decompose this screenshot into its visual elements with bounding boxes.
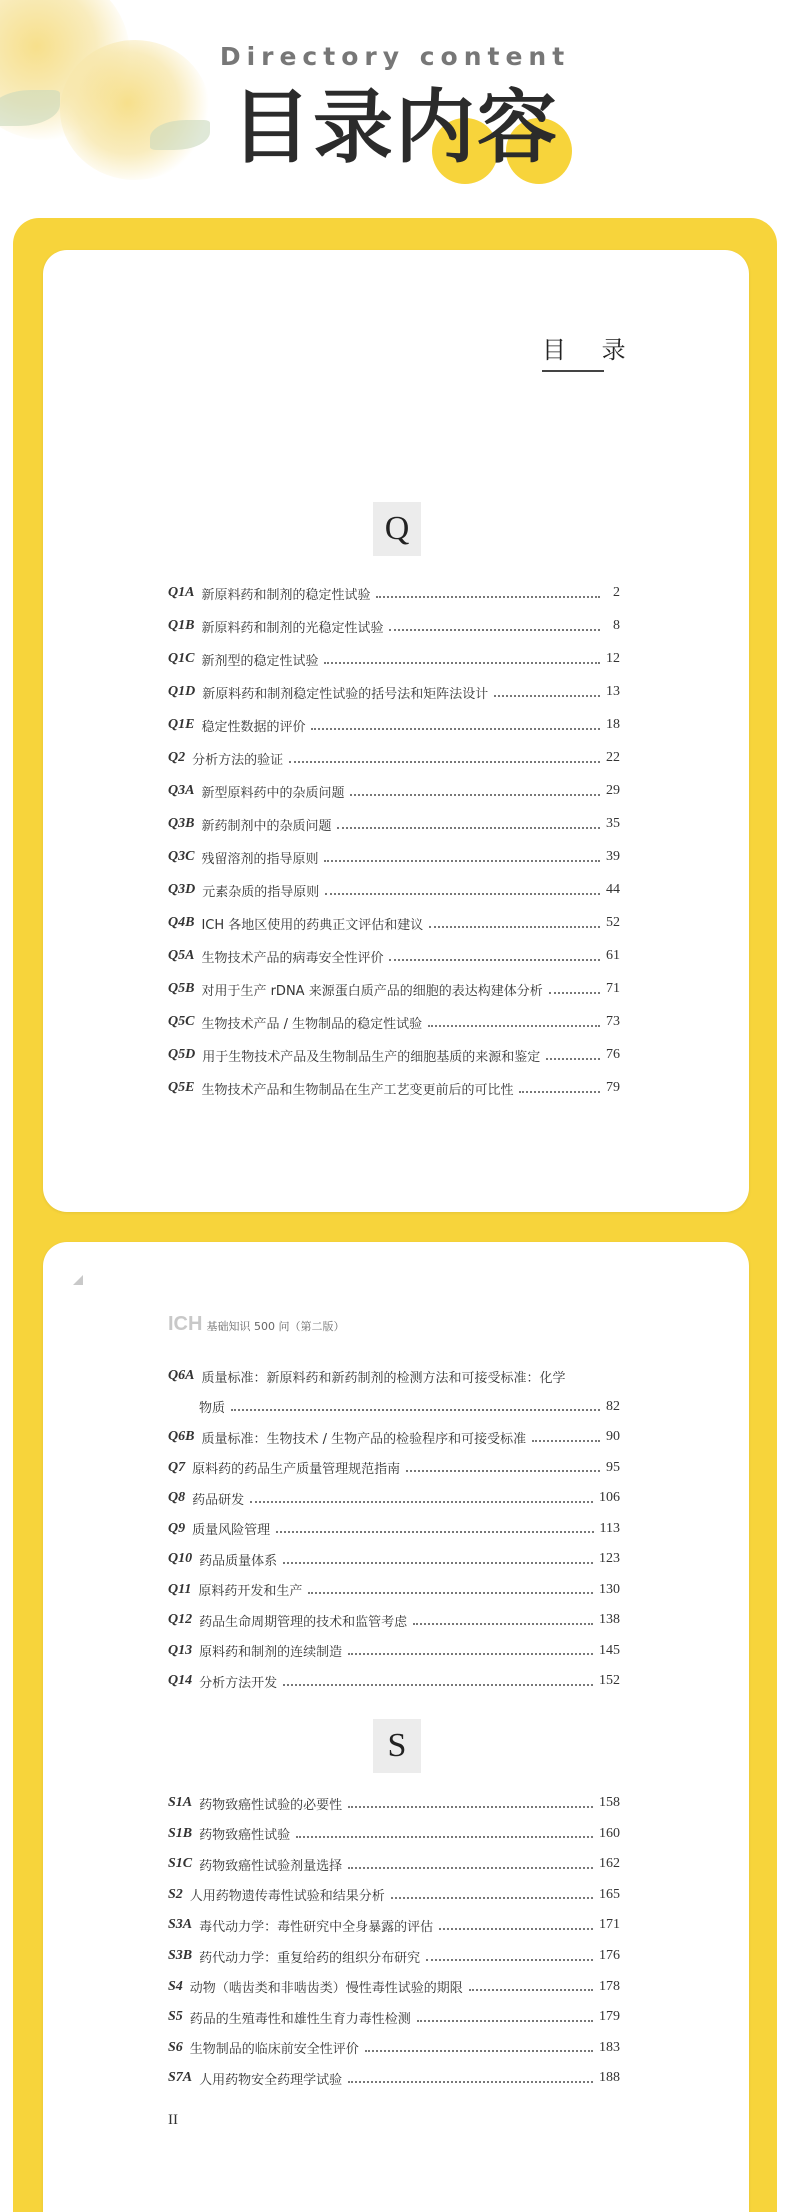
toc-entry-code: Q10 [168, 1551, 193, 1566]
toc-entry [168, 1425, 620, 1449]
toc-entry-leader-dots [428, 1024, 600, 1027]
toc-entry-page: 171 [599, 1917, 620, 1933]
toc-entry-code: Q5B [168, 981, 195, 996]
toc-entry-page: 145 [599, 1642, 620, 1658]
toc-entry-leader-dots [324, 859, 600, 862]
toc-entry-leader-dots [519, 1090, 600, 1093]
toc-entry-title: 人用药物遗传毒性试验和结果分析 [189, 1889, 385, 1905]
toc-entry-page: 152 [599, 1673, 620, 1688]
toc-entry [168, 1547, 620, 1571]
toc-entry-title: 药物致癌性试验剂量选择 [199, 1858, 343, 1874]
toc-entry-page: 79 [606, 1080, 620, 1095]
toc-entry-page: 44 [606, 882, 620, 897]
toc-entry-code: S4 [168, 1978, 183, 1994]
toc-entry [168, 1043, 620, 1067]
toc-entry-leader-dots [348, 1805, 593, 1808]
toc-entry-leader-dots [348, 1652, 593, 1655]
section-letter-q: Q [373, 502, 421, 556]
toc-entry-leader-dots [376, 595, 600, 598]
toc-entry-title: 质量标准：生物技术 / 生物产品的检验程序和可接受标准 [201, 1431, 527, 1447]
toc-entry-title: 药品生命周期管理的技术和监管考虑 [199, 1614, 408, 1630]
toc-entry-leader-dots [532, 1439, 600, 1442]
toc-entry-page: 178 [599, 1978, 620, 1994]
toc-entry-leader-dots [391, 1896, 593, 1899]
toc-entry-title: 药品研发 [192, 1492, 245, 1508]
header-subtitle: Directory content [219, 42, 571, 71]
toc-entry-page: 52 [606, 915, 620, 930]
toc-entry-leader-dots [546, 1057, 600, 1060]
toc-entry-leader-dots [325, 892, 600, 895]
toc-entry [168, 1395, 620, 1419]
toc-entry-title: 动物（啮齿类和非啮齿类）慢性毒性试验的期限 [189, 1981, 463, 1997]
toc-entry-title: 用于生物技术产品及生物制品生产的细胞基质的来源和鉴定 [202, 1049, 541, 1065]
toc-entry-code: Q3B [168, 816, 195, 831]
toc-entry [168, 1578, 620, 1602]
toc-entry-title: 新原料药和制剂稳定性试验的括号法和矩阵法设计 [202, 686, 489, 702]
toc-entry-title: ICH 各地区使用的药典正文评估和建议 [201, 917, 424, 933]
toc-entry-title: 分析方法开发 [199, 1675, 278, 1691]
toc-entry-page: 76 [606, 1047, 620, 1062]
toc-entry [168, 779, 620, 803]
section-letter-s: S [373, 1719, 421, 1773]
toc-entry-page: 29 [606, 783, 620, 798]
toc-entry-code: Q2 [168, 750, 186, 765]
toc-entry [168, 614, 620, 638]
toc-entry-page: 90 [606, 1429, 620, 1444]
toc-entry [168, 1076, 620, 1100]
toc-entry [168, 2066, 620, 2090]
toc-entry-page: 95 [606, 1459, 620, 1475]
toc-entry-code: Q7 [168, 1459, 186, 1475]
toc-entry-leader-dots [429, 925, 600, 928]
toc-entry-page: 123 [599, 1551, 620, 1566]
toc-entry-title: 药物致癌性试验的必要性 [199, 1797, 343, 1813]
toc-entry [168, 647, 620, 671]
toc-entry-leader-dots [549, 991, 600, 994]
book-running-header [168, 1313, 344, 1336]
toc-entry-code: Q11 [168, 1581, 192, 1597]
toc-entry-title: 质量标准：新原料药和新药制剂的检测方法和可接受标准：化学 [201, 1370, 566, 1386]
toc-entry-leader-dots [348, 2080, 593, 2083]
toc-entry-page: 18 [606, 717, 620, 732]
toc-entry-code: Q1B [168, 618, 195, 633]
toc-entry-code: Q5E [168, 1080, 195, 1095]
toc-entry-title: 新原料药和制剂的光稳定性试验 [201, 620, 384, 636]
toc-entry [168, 2036, 620, 2060]
page-number: II [168, 2112, 178, 2128]
toc-entry-leader-dots [283, 1683, 593, 1686]
toc-entry-code: S1A [168, 1795, 193, 1810]
toc-entry-code: Q5D [168, 1047, 196, 1062]
toc-entry [168, 1913, 620, 1937]
toc-entry-page: 158 [599, 1795, 620, 1810]
toc-entry-page: 12 [606, 651, 620, 666]
toc-entry-page: 188 [599, 2070, 620, 2086]
toc-entry-code: Q6A [168, 1368, 195, 1383]
toc-entry-leader-dots [439, 1927, 593, 1930]
toc-entry-title: 元素杂质的指导原则 [202, 884, 320, 900]
toc-entry [168, 845, 620, 869]
toc-entry [168, 1944, 620, 1968]
toc-entry-code: Q3A [168, 783, 195, 798]
toc-entry-page: 138 [599, 1612, 620, 1627]
toc-entry-code: Q14 [168, 1673, 193, 1688]
toc-entry-title: 新原料药和制剂的稳定性试验 [201, 587, 371, 603]
toc-entry-title: 稳定性数据的评价 [201, 719, 306, 735]
toc-entry-code: S7A [168, 2070, 193, 2086]
toc-entry [168, 2005, 620, 2029]
toc-entry-code: S5 [168, 2009, 183, 2025]
toc-entry [168, 1608, 620, 1632]
toc-entry-page: 82 [606, 1398, 620, 1414]
toc-entry-leader-dots [426, 1958, 593, 1961]
toc-entry [168, 680, 620, 704]
toc-entry-code: S3B [168, 1948, 193, 1963]
toc-entry [168, 1669, 620, 1693]
toc-heading-underline [542, 370, 604, 372]
toc-entry [168, 1486, 620, 1510]
toc-entry-code: S3A [168, 1917, 193, 1933]
toc-entry [168, 1456, 620, 1480]
toc-entry-title: 物质 [199, 1401, 226, 1416]
page-header [0, 0, 790, 215]
toc-entry-title: 新剂型的稳定性试验 [201, 653, 319, 669]
toc-entry-page: 35 [606, 816, 620, 831]
toc-entry-code: Q8 [168, 1490, 186, 1505]
toc-entry-page: 2 [613, 585, 620, 600]
toc-entry-page: 22 [606, 750, 620, 765]
toc-entry-code: S1B [168, 1825, 193, 1841]
toc-entry-title: 毒代动力学：毒性研究中全身暴露的评估 [199, 1919, 434, 1935]
toc-entry [168, 878, 620, 902]
toc-entry-title: 新型原料药中的杂质问题 [201, 785, 345, 801]
toc-entry-page: 183 [599, 2039, 620, 2055]
toc-entry-title: 分析方法的验证 [192, 752, 284, 768]
toc-entry-leader-dots [250, 1500, 593, 1503]
toc-entry-leader-dots [417, 2019, 593, 2022]
toc-entry [168, 1639, 620, 1663]
toc-entry-code: Q5A [168, 948, 195, 963]
corner-mark-icon [73, 1275, 83, 1285]
toc-entry-code: Q3D [168, 882, 196, 897]
toc-entry-title: 药物致癌性试验 [199, 1828, 291, 1844]
toc-entry-code: Q1D [168, 684, 196, 699]
toc-entry-code: Q3C [168, 849, 195, 864]
toc-entry-page: 160 [599, 1825, 620, 1841]
toc-entry-code: Q9 [168, 1520, 186, 1536]
toc-entry [168, 713, 620, 737]
toc-entry-code: S1C [168, 1856, 193, 1872]
toc-entry-code: Q1A [168, 585, 195, 600]
toc-entry-page: 176 [599, 1948, 620, 1963]
toc-entry [168, 977, 620, 1001]
ich-logo: ICH [168, 1313, 203, 1335]
toc-entry-leader-dots [494, 694, 600, 697]
toc-entry-code: Q6B [168, 1429, 195, 1444]
toc-entry-leader-dots [389, 958, 600, 961]
toc-entry-leader-dots [276, 1530, 593, 1533]
toc-entry-page: 73 [606, 1014, 620, 1029]
toc-entry-leader-dots [283, 1561, 593, 1564]
toc-entry [168, 1364, 620, 1388]
toc-entry-title: 人用药物安全药理学试验 [199, 2072, 343, 2088]
toc-entry [168, 1883, 620, 1907]
toc-entry-title: 对用于生产 rDNA 来源蛋白质产品的细胞的表达构建体分析 [201, 983, 543, 999]
toc-entry [168, 746, 620, 770]
toc-entry-page: 179 [599, 2009, 620, 2025]
toc-entry-page: 165 [599, 1886, 620, 1902]
toc-entry-page: 71 [606, 981, 620, 996]
toc-entry-leader-dots [231, 1408, 600, 1411]
toc-entry-code: Q4B [168, 915, 195, 930]
toc-entry-page: 113 [599, 1520, 620, 1536]
toc-entry-leader-dots [389, 628, 600, 631]
toc-entry [168, 1822, 620, 1846]
toc-entry-title: 原料药开发和生产 [198, 1584, 303, 1599]
toc-entry-leader-dots [413, 1622, 593, 1625]
header-title: 目录内容 [231, 81, 559, 174]
toc-entry-page: 39 [606, 849, 620, 864]
toc-entry-leader-dots [348, 1866, 593, 1869]
toc-entry-code: S6 [168, 2039, 183, 2055]
toc-entry-leader-dots [311, 727, 600, 730]
toc-entry [168, 812, 620, 836]
toc-entry-leader-dots [308, 1591, 593, 1594]
toc-entry-title: 生物技术产品 / 生物制品的稳定性试验 [201, 1016, 423, 1032]
toc-entry-code: Q13 [168, 1642, 193, 1658]
toc-entry-leader-dots [469, 1988, 593, 1991]
toc-entry [168, 1010, 620, 1034]
toc-entry [168, 944, 620, 968]
toc-entry-title: 生物制品的临床前安全性评价 [189, 2042, 359, 2058]
toc-entry-page: 106 [599, 1490, 620, 1505]
toc-entry-title: 质量风险管理 [192, 1523, 271, 1538]
toc-entry-title: 生物技术产品的病毒安全性评价 [201, 950, 384, 966]
toc-entry-leader-dots [324, 661, 600, 664]
toc-entry-title: 药代动力学：重复给药的组织分布研究 [199, 1950, 421, 1966]
toc-entry-page: 61 [606, 948, 620, 963]
toc-entry-title: 原料药的药品生产质量管理规范指南 [192, 1462, 401, 1477]
toc-entry-title: 残留溶剂的指导原则 [201, 851, 319, 867]
toc-entry-page: 8 [613, 618, 620, 633]
toc-entry-leader-dots [365, 2049, 593, 2052]
toc-heading: 目 录 [542, 336, 640, 364]
book-title: 基础知识 500 问（第二版） [206, 1320, 345, 1333]
toc-entry-page: 162 [599, 1856, 620, 1872]
toc-entry-code: Q12 [168, 1612, 193, 1627]
toc-entry-code: Q5C [168, 1014, 195, 1029]
toc-entry-page: 130 [599, 1581, 620, 1597]
toc-entry [168, 1852, 620, 1876]
toc-entry [168, 1975, 620, 1999]
toc-entry-title: 生物技术产品和生物制品在生产工艺变更前后的可比性 [201, 1082, 514, 1098]
toc-entry [168, 1517, 620, 1541]
toc-entry-page: 13 [606, 684, 620, 699]
toc-entry-code: S2 [168, 1886, 183, 1902]
toc-entry-leader-dots [289, 760, 600, 763]
toc-entry-leader-dots [337, 826, 600, 829]
toc-entry-leader-dots [350, 793, 600, 796]
toc-entry-title: 药品质量体系 [199, 1553, 278, 1569]
toc-entry-code: Q1C [168, 651, 195, 666]
toc-entry-title: 原料药和制剂的连续制造 [199, 1645, 343, 1660]
toc-entry-title: 新药制剂中的杂质问题 [201, 818, 332, 834]
toc-entry-title: 药品的生殖毒性和雄性生育力毒性检测 [189, 2011, 411, 2027]
toc-entry-leader-dots [296, 1835, 593, 1838]
toc-entry [168, 581, 620, 605]
toc-entry-leader-dots [406, 1469, 600, 1472]
toc-entry [168, 1791, 620, 1815]
toc-entry-code: Q1E [168, 717, 195, 732]
toc-entry [168, 911, 620, 935]
